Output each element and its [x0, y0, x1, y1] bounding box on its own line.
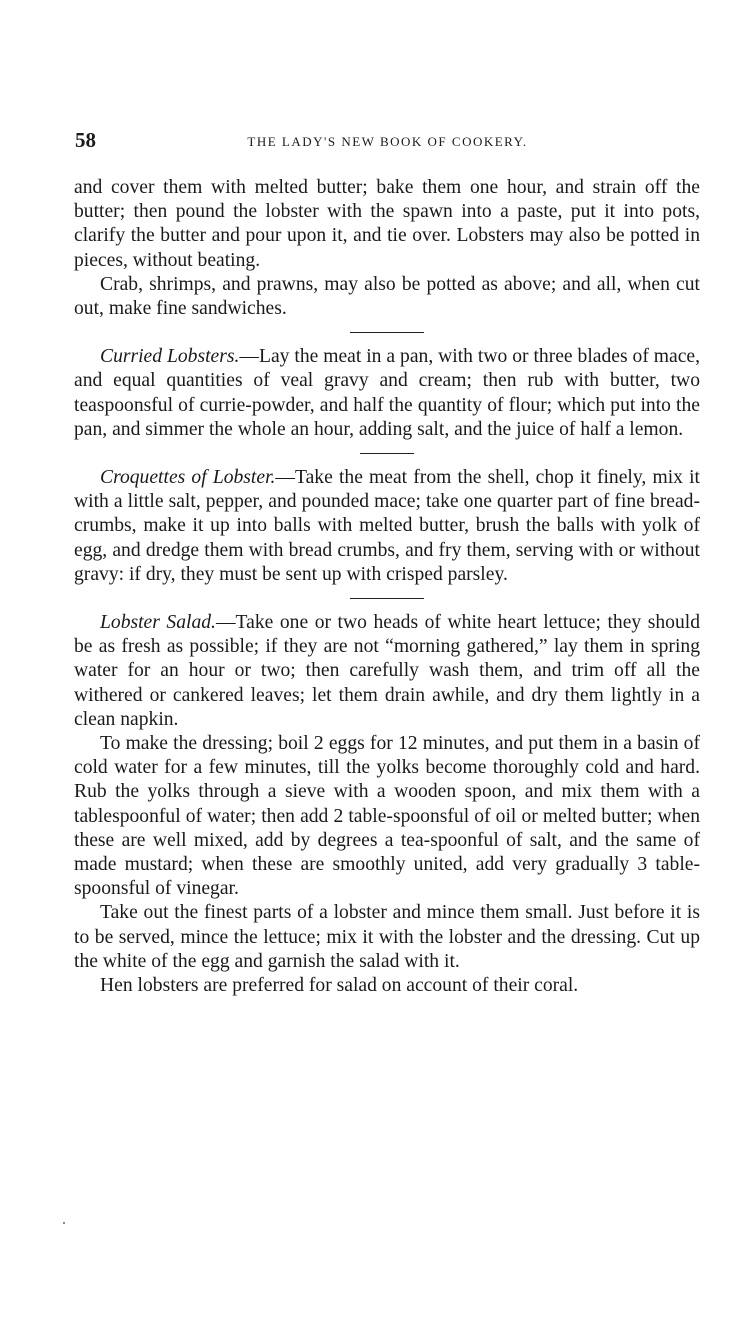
- page-number: 58: [75, 128, 96, 152]
- page-header: [75, 128, 700, 158]
- recipe-title: Croquettes of Lobster.: [100, 467, 276, 489]
- paper-speck: [63, 1222, 65, 1224]
- section-divider: [350, 332, 424, 333]
- recipe-croquettes-of-lobster: [74, 466, 700, 587]
- recipe-text: —Take one or two heads of white heart lettuce; they should be as fresh as possible; if they are not “morning gathered,” lay them in spring water for an hour or two; then carefully wash them, and trim off all the withered or cankered leaves; let them drain awhile, and dry them lightly in a clean napkin.: [74, 612, 700, 730]
- recipe-curried-lobsters: [74, 345, 700, 442]
- recipe-title: Curried Lobsters.: [100, 346, 240, 368]
- section-divider: [350, 598, 424, 599]
- section-divider: [360, 453, 414, 454]
- recipe-text: —Lay the meat in a pan, with two or three blades of mace, and equal quantities of veal gravy and cream; then rub with butter, two teaspoonsful of currie-powder, and half the quantity of flour; which put into the pan, and simmer the whole an hour, adding salt, and the juice of half a lemon.: [74, 346, 700, 440]
- paragraph-potted-lobster: and cover them with melted butter; bake them one hour, and strain off the butter; then pound the lobster with the spawn into a paste, put it into pots, clarify the butter and pour upon it, and tie over. Lobsters may also be potted in pieces, without beating.: [74, 177, 700, 271]
- recipe-lobster-salad: [74, 611, 700, 732]
- running-head: THE LADY'S NEW BOOK OF COOKERY.: [247, 134, 528, 149]
- paragraph-dressing: To make the dressing; boil 2 eggs for 12 minutes, and put them in a basin of cold water for a few minutes, till the yolks become thoroughly cold and hard. Rub the yolks through a sieve with a wooden spoon, and mix them with a tablespoonful of water; then add 2 table-spoonsful of oil or melted butter; when these are well mixed, add by degrees a tea-spoonful of salt, and the same of made mustard; when these are smoothly united, add very gradually 3 table-spoonsful of vinegar.: [74, 733, 700, 900]
- paragraph-garnish: Take out the finest parts of a lobster and mince them small. Just before it is to be served, mince the lettuce; mix it with the lobster and the dressing. Cut up the white of the egg and garnish the salad with it.: [74, 902, 700, 972]
- page-body: [74, 176, 700, 998]
- paragraph-hen-lobsters: Hen lobsters are preferred for salad on account of their coral.: [100, 975, 579, 997]
- recipe-text: —Take the meat from the shell, chop it finely, mix it with a little salt, pepper, and pounded mace; take one quarter part of fine bread-crumbs, make it up into balls with melted butter, brush the balls with yolk of egg, and dredge them with bread crumbs, and fry them, serving with or without gravy: if dry, they must be sent up with crisped parsley.: [74, 467, 700, 585]
- recipe-title: Lobster Salad.: [100, 612, 216, 634]
- paragraph-crab-shrimps: Crab, shrimps, and prawns, may also be potted as above; and all, when cut out, make fine sandwiches.: [74, 273, 700, 320]
